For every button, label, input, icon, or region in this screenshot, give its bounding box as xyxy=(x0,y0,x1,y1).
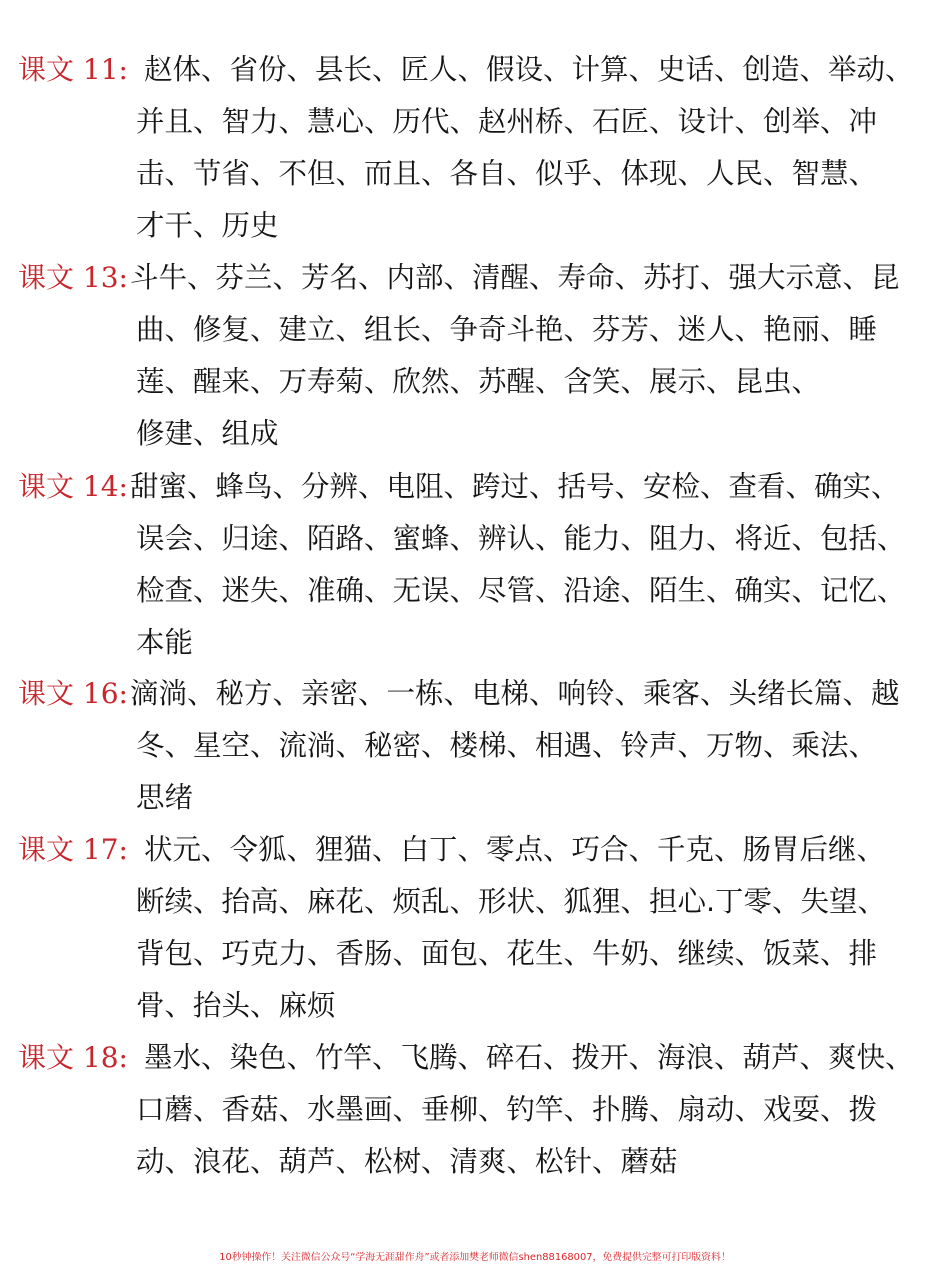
lesson-words xyxy=(130,252,922,460)
word-line: 墨水、染色、竹竿、飞腾、碎石、拨开、海浪、葫芦、爽快、 xyxy=(144,1041,914,1074)
word-line: 误会、归途、陌路、蜜蜂、辨认、能力、阻力、将近、包括、 xyxy=(136,522,906,555)
word-line: 动、浪花、葫芦、松树、清爽、松针、蘑菇 xyxy=(136,1145,678,1178)
word-line: 状元、令狐、狸猫、白丁、零点、巧合、千克、肠胃后继、 xyxy=(144,833,886,866)
lesson-label: 课文 13: xyxy=(18,261,128,294)
word-line: 断续、抬高、麻花、烦乱、形状、狐狸、担心.丁零、失望、 xyxy=(136,885,887,918)
lesson-label: 课文 14: xyxy=(18,470,128,503)
word-line: 检查、迷失、准确、无误、尽管、沿途、陌生、确实、记忆、 xyxy=(136,574,906,607)
lesson-label: 课文 11: xyxy=(18,53,128,86)
word-line: 莲、醒来、万寿菊、欣然、苏醒、含笑、展示、昆虫、 xyxy=(136,365,821,398)
lesson-label: 课文 16: xyxy=(18,677,128,710)
word-line: 斗牛、芬兰、芳名、内部、清醒、寿命、苏打、强大示意、昆 xyxy=(130,261,900,294)
word-line: 骨、抬头、麻烦 xyxy=(136,989,336,1022)
lesson-label: 课文 17: xyxy=(18,833,128,866)
word-line: 赵体、省份、县长、匠人、假设、计算、史话、创造、举动、 xyxy=(144,53,914,86)
word-line: 并且、智力、慧心、历代、赵州桥、石匠、设计、创举、冲 xyxy=(136,105,878,138)
lesson-words xyxy=(136,824,936,1032)
word-line: 击、节省、不但、而且、各自、似乎、体现、人民、智慧、 xyxy=(136,157,878,190)
footer-note: 10秒钟操作！关注微信公众号“学海无涯甜作舟”或者添加樊老师微信shen88168007，免费提供完整可打印版资料！ xyxy=(219,1252,731,1263)
word-line: 背包、巧克力、香肠、面包、花生、牛奶、继续、饭菜、排 xyxy=(136,937,878,970)
word-line: 滴淌、秘方、亲密、一栋、电梯、响铃、乘客、头绪长篇、越 xyxy=(130,677,900,710)
word-line: 才干、历史 xyxy=(136,209,279,242)
word-line: 甜蜜、蜂鸟、分辨、电阻、跨过、括号、安检、查看、确实、 xyxy=(130,470,900,503)
lesson-words xyxy=(136,1032,936,1188)
lesson-words xyxy=(130,668,922,824)
word-line: 思绪 xyxy=(136,781,194,814)
word-line: 修建、组成 xyxy=(136,417,279,450)
word-line: 口蘑、香菇、水墨画、垂柳、钓竿、扑腾、扇动、戏耍、拨 xyxy=(136,1093,878,1126)
lesson-words xyxy=(136,44,936,252)
word-line: 曲、修复、建立、组长、争奇斗艳、芬芳、迷人、艳丽、睡 xyxy=(136,313,878,346)
word-line: 冬、星空、流淌、秘密、楼梯、相遇、铃声、万物、乘法、 xyxy=(136,729,878,762)
lesson-words xyxy=(130,461,922,669)
word-line: 本能 xyxy=(136,626,194,659)
lesson-label: 课文 18: xyxy=(18,1041,128,1074)
